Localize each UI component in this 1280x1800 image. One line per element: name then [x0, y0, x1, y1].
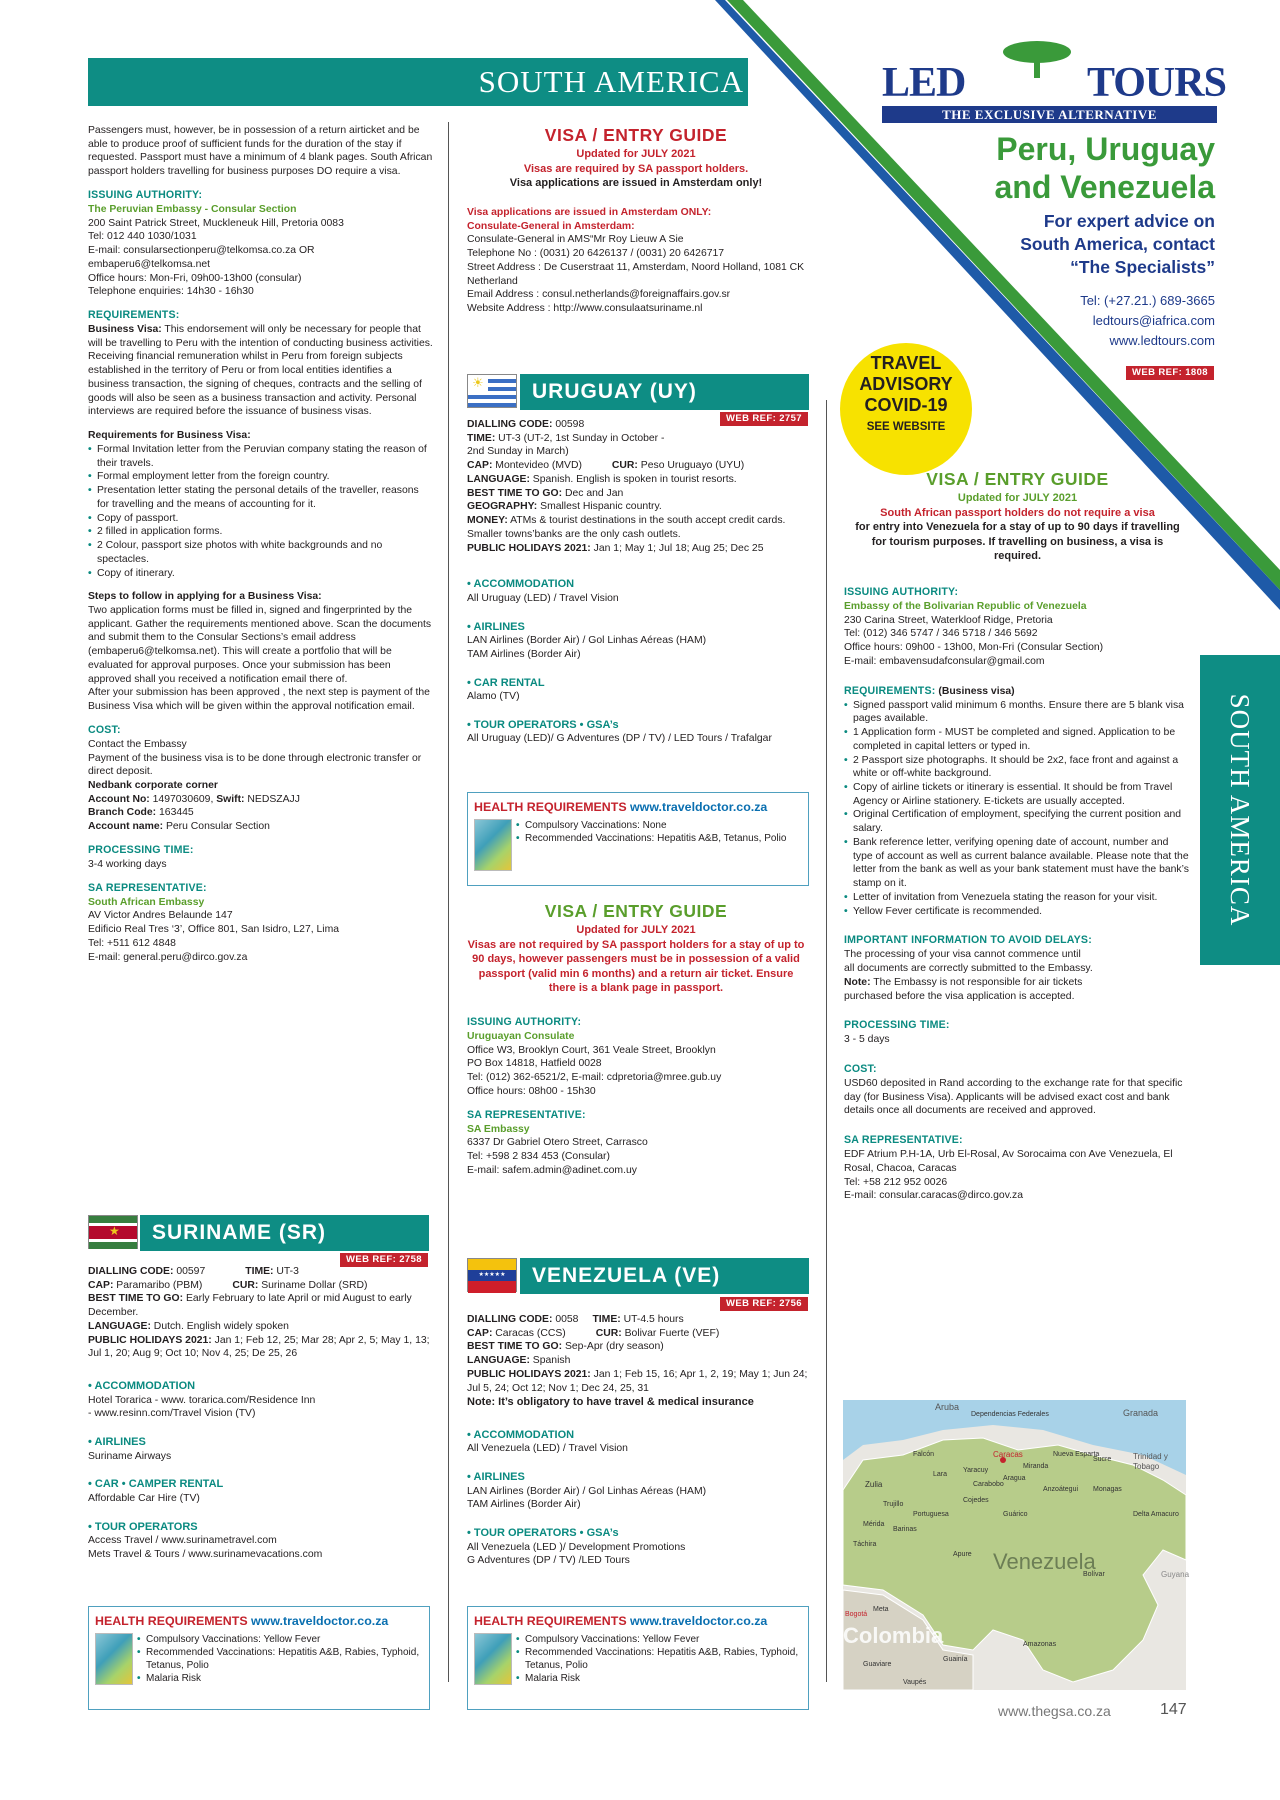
venezuela-acc-label: • ACCOMMODATION [467, 1428, 812, 1443]
suriname-lang: LANGUAGE: Dutch. English widely spoken [88, 1320, 289, 1332]
uruguay-best: BEST TIME TO GO: Dec and Jan [467, 487, 624, 499]
ad-sub2: South America, contact [1020, 234, 1215, 254]
tree-icon [1002, 38, 1072, 78]
map-label: Falcón [913, 1451, 935, 1458]
suriname-health-url[interactable]: www.traveldoctor.co.za [251, 1614, 389, 1628]
list-item: • Copy of itinerary. [88, 567, 433, 581]
uruguay-sarep-label: SA REPRESENTATIVE: [467, 1108, 586, 1121]
uruguay-tour-label: • TOUR OPERATORS • GSA’s [467, 718, 812, 733]
map-label: Venezuela [993, 1549, 1096, 1574]
uruguay-banner: URUGUAY (UY) [520, 374, 809, 410]
venezuela-flag: ★★★★★ [467, 1258, 517, 1292]
list-item: • 2 filled in application forms. [88, 525, 433, 539]
suriname-visa-issued-l1: Visa applications are issued in Amsterdam ONLY: [467, 207, 712, 218]
uruguay-issuing-line: Tel: (012) 362-6521/2, E-mail: cdpretoria@mree.gub.uy [467, 1072, 722, 1084]
venezuela-health-url[interactable]: www.traveldoctor.co.za [630, 1614, 768, 1628]
list-item: • Recommended Vaccinations: Hepatitis A&B, Rabies, Typhoid, Tetanus, Polio [137, 1646, 423, 1672]
venezuela-tour-label: • TOUR OPERATORS • GSA’s [467, 1526, 812, 1541]
suriname-visa-issued-l2: Consulate-General in Amsterdam: [467, 220, 635, 232]
uruguay-money: MONEY: ATMs & tourist destinations in the south accept credit cards. Smaller towns’banks are the only cash outlets. [467, 515, 786, 540]
list-item: • Signed passport valid minimum 6 months. Ensure there are 5 blank visa pages available. [844, 699, 1189, 726]
venezuela-sarep-line: E-mail: consular.caracas@dirco.gov.za [844, 1190, 1023, 1202]
ad-web[interactable]: www.ledtours.com [1109, 333, 1215, 348]
suriname-banner: SURINAME (SR) [140, 1215, 429, 1251]
venezuela-map [843, 1400, 1190, 1690]
suriname-tour-line: Access Travel / www.surinametravel.com [88, 1535, 277, 1547]
suriname-visa-line: Website Address : http://www.consulaatsuriname.nl [467, 303, 703, 315]
peru-issuing-line: Tel: 012 440 1030/1031 [88, 231, 197, 243]
map-label: Monagas [1093, 1486, 1122, 1493]
list-item: • 2 Passport size photographs. It should be 2x2, face front and against a white or off-white background. [844, 754, 1189, 781]
uruguay-geo: GEOGRAPHY: Smallest Hispanic country. [467, 501, 662, 513]
map-label: Delta Amacuro [1133, 1511, 1179, 1518]
list-item: • Presentation letter stating the personal details of the traveller, reasons for travelling and the means of accounting for it. [88, 484, 433, 511]
map-label: Apure [953, 1551, 972, 1558]
map-label: Guárico [1003, 1511, 1028, 1518]
uruguay-lang: LANGUAGE: Spanish. English is spoken in tourist resorts. [467, 473, 737, 485]
venezuela-proc: 3 - 5 days [844, 1034, 890, 1046]
uruguay-flag: ☀ [467, 374, 517, 408]
travel-doctor-icon [474, 1633, 512, 1685]
ad-sub3: “The Specialists” [1070, 257, 1215, 277]
suriname-hol: PUBLIC HOLIDAYS 2021: Jan 1; Feb 12, 25; Mar 28; Apr 2, 5; May 1, 13; Jul 1, 20; Aug 9; Oct 10; Nov 4, 25; De 25, 26 [88, 1334, 430, 1360]
peru-steps-text: Two application forms must be filled in, signed and fingerprinted by the applicant. Gather the requirements mentioned above. Scan the documents and submit them to the Consular Sections’s email address (embaperu6@telkomsa.net). This will create a portfolio that will be evaluated for approval purposes. Once your submission has been approved shall you received a notification email there of. [88, 604, 432, 685]
peru-proc-label: PROCESSING TIME: [88, 843, 194, 856]
suriname-best: BEST TIME TO GO: Early February to late April or mid August to early December. [88, 1293, 412, 1319]
map-label: Caracas [993, 1450, 1023, 1459]
map-label: Portuguesa [913, 1511, 949, 1518]
peru-req-label: REQUIREMENTS: [88, 309, 180, 322]
uruguay-tour-line: All Uruguay (LED)/ G Adventures (DP / TV) / LED Tours / Trafalgar [467, 733, 772, 745]
list-item: • Compulsory Vaccinations: Yellow Fever [516, 1633, 802, 1646]
suriname-visa-guide [460, 124, 812, 191]
venezuela-cost-label: COST: [844, 1062, 877, 1075]
uruguay-air-line: LAN Airlines (Border Air) / Gol Linhas Aéreas (HAM) [467, 635, 707, 647]
peru-cost-line: Contact the Embassy [88, 738, 187, 750]
uruguay-air-label: • AIRLINES [467, 620, 812, 635]
uruguay-issuing-line: PO Box 14818, Hatfield 0028 [467, 1058, 602, 1070]
map-label: Mérida [863, 1521, 885, 1528]
map-label: Barinas [893, 1526, 917, 1533]
venezuela-visa-updated: Updated for JULY 2021 [957, 492, 1078, 505]
suriname-visa-title: VISA / ENTRY GUIDE [544, 125, 728, 145]
uruguay-car-label: • CAR RENTAL [467, 676, 812, 691]
list-item: • 1 Application form - MUST be completed and signed. Application to be completed in capital letters or typed in. [844, 726, 1189, 753]
peru-issuing-line: Office hours: Mon-Fri, 09h00-13h00 (consular) [88, 272, 302, 284]
suriname-health-title: HEALTH REQUIREMENTS www.traveldoctor.co.za [95, 1614, 389, 1628]
peru-req-text [88, 323, 433, 419]
peru-issuing-line: 200 Saint Patrick Street, Muckleneuk Hill, Pretoria 0083 [88, 217, 344, 229]
venezuela-cost: USD60 deposited in Rand according to the exchange rate for that specific day (for Business Visa). Applicants will be advised exact cost and bank details once all documents are received and approved. [844, 1077, 1183, 1117]
uruguay-car-line: Alamo (TV) [467, 691, 520, 703]
map-label: Guyana [1161, 1570, 1190, 1579]
peru-column [88, 124, 433, 964]
venezuela-proc-label: PROCESSING TIME: [844, 1019, 950, 1032]
uruguay-time: TIME: UT-3 (UT-2, 1st Sunday in October - 2nd Sunday in March) [467, 432, 665, 458]
peru-issuing-line: E-mail: consularsectionperu@telkomsa.co.za OR [88, 245, 315, 257]
list-item: • Malaria Risk [516, 1672, 802, 1685]
venezuela-lang: LANGUAGE: Spanish [467, 1355, 571, 1367]
travel-doctor-icon [474, 819, 512, 871]
venezuela-tour-line: All Venezuela (LED )/ Development Promotions [467, 1541, 686, 1553]
map-label: Sucre [1093, 1456, 1112, 1463]
venezuela-air-line: LAN Airlines (Border Air) / Gol Linhas Aéreas (HAM) [467, 1485, 707, 1497]
uruguay-visa-text: Visas are not required by SA passport holders for a stay of up to 90 days, however passengers must be in possession of a valid passport (valid min 6 months) and a return air ticket. Ensure there is a blank page in passport. [467, 938, 805, 995]
list-item: • Formal Invitation letter from the Peruvian company stating the reason of their travels. [88, 443, 433, 470]
uruguay-issuing-label: ISSUING AUTHORITY: [467, 1016, 582, 1028]
venezuela-imp-label: IMPORTANT INFORMATION TO AVOID DELAYS: [844, 934, 1092, 947]
uruguay-webref[interactable]: WEB REF: 2757 [720, 412, 808, 426]
ad-headline1: Peru, Uruguay [996, 131, 1215, 167]
venezuela-req-list [844, 699, 1189, 919]
page-number: 147 [1160, 1701, 1187, 1718]
venezuela-best: BEST TIME TO GO: Sep-Apr (dry season) [467, 1341, 664, 1353]
venezuela-air-label: • AIRLINES [467, 1470, 812, 1485]
venezuela-sarep-line: EDF Atrium P.H-1A, Urb El-Rosal, Av Sorocaima con Ave Venezuela, El Rosal, Chacoa, Caracas [844, 1149, 1173, 1174]
led-tours-logo [882, 38, 1226, 124]
uruguay-acc-label: • ACCOMMODATION [467, 577, 812, 592]
peru-sarep-line: AV Victor Andres Belaunde 147 [88, 910, 233, 922]
list-item: • Compulsory Vaccinations: None [516, 819, 786, 832]
list-item: • Formal employment letter from the foreign country. [88, 470, 433, 484]
list-item: • Bank reference letter, verifying opening date of account, number and type of account as well as current balance available. Please note that the letter from the bank as well as your bank statement must have the bank’s stamp on it. [844, 836, 1189, 891]
venezuela-cap: CAP: Caracas (CCS) CUR: Bolivar Fuerte (VEF) [467, 1327, 720, 1339]
venezuela-tour-line: G Adventures (DP / TV) /LED Tours [467, 1555, 630, 1567]
uruguay-acc-line: All Uruguay (LED) / Travel Vision [467, 592, 619, 604]
peru-req-body: This endorsement will only be necessary for people that will be travelling to Peru with the intention of conducting business activities. Receiving financial remuneration whilst in Peru from foreign subjects established in the territory of Peru or from local entities identifies a business transaction, the signing of cheques, contracts and the selling of goods will also be seen as a business transaction and activity. Personal interviews are required before the issuance of business visas. [88, 324, 433, 418]
suriname-acc-line: - www.resinn.com/Travel Vision (TV) [88, 1408, 256, 1420]
suriname-column [88, 1265, 433, 1562]
uruguay-issuing-name: Uruguayan Consulate [467, 1030, 575, 1042]
ad-email[interactable]: ledtours@iafrica.com [1092, 313, 1215, 328]
map-label: Meta [873, 1606, 889, 1613]
list-item: • Yellow Fever certificate is recommended. [844, 905, 1189, 919]
map-label: Bogotá [845, 1611, 868, 1618]
venezuela-dial: DIALLING CODE: 0058 TIME: UT-4.5 hours [467, 1314, 684, 1325]
list-item: • Original Certification of employment, specifying the current position and salary. [844, 808, 1189, 835]
list-item: • Recommended Vaccinations: Hepatitis A&B, Tetanus, Polio [516, 832, 786, 845]
peru-proc: 3-4 working days [88, 858, 167, 870]
venezuela-visa-l2: for entry into Venezuela for a stay of up to 90 days if travelling for tourism purposes. If travelling on business, a visa is required. [855, 521, 1180, 563]
list-item: • Compulsory Vaccinations: Yellow Fever [137, 1633, 423, 1646]
venezuela-issuing-line: Office hours: 09h00 - 13h00, Mon-Fri (Consular Section) [844, 642, 1104, 654]
map-label: Táchira [853, 1541, 877, 1548]
uruguay-visa-details [467, 1016, 812, 1178]
list-item: • Copy of airline tickets or itinerary is essential. It should be from Travel Agency or Airline stationery. E-tickets are usually accepted. [844, 781, 1189, 808]
peru-issuing-line: Telephone enquiries: 14h30 - 16h30 [88, 286, 254, 298]
map-label: Dependencias Federales [971, 1411, 1049, 1418]
peru-accname: Account name: Peru Consular Section [88, 821, 270, 833]
venezuela-visa-details [844, 586, 1189, 1203]
peru-branch: Branch Code: 163445 [88, 807, 194, 819]
map-label: Aruba [935, 1402, 960, 1412]
venezuela-req-label: REQUIREMENTS: (Business visa) [844, 684, 1015, 697]
list-item: • Copy of passport. [88, 512, 433, 526]
suriname-car-line: Affordable Car Hire (TV) [88, 1492, 200, 1504]
map-label: Nueva Esparta [1053, 1451, 1100, 1458]
advisory-l4: SEE WEBSITE [866, 421, 946, 433]
list-item: • Recommended Vaccinations: Hepatitis A&B, Rabies, Typhoid, Tetanus, Polio [516, 1646, 802, 1672]
suriname-dial: DIALLING CODE: 00597 TIME: UT-3 [88, 1266, 299, 1277]
suriname-visa-line: Consulate-General in AMS“Mr Roy Lieuw A Sie [467, 234, 684, 246]
uruguay-health-url[interactable]: www.traveldoctor.co.za [630, 800, 768, 814]
suriname-visa-updated: Updated for JULY 2021 [576, 148, 696, 161]
map-label: Guaviare [863, 1661, 892, 1668]
suriname-health-box [88, 1606, 430, 1710]
suriname-visa-l1: Visas are required by SA passport holders. [523, 162, 749, 175]
peru-steps-title: Steps to follow in applying for a Business Visa: [88, 591, 322, 603]
suriname-tour-label: • TOUR OPERATORS [88, 1520, 433, 1535]
suriname-visa-details [467, 206, 812, 316]
uruguay-sarep-name: SA Embassy [467, 1123, 530, 1135]
uruguay-dial: DIALLING CODE: 00598 [467, 419, 585, 430]
advisory-l3: COVID-19 [864, 395, 948, 415]
peru-sarep-line: E-mail: general.peru@dirco.gov.za [88, 951, 248, 963]
venezuela-issuing-line: Tel: (012) 346 5747 / 346 5718 / 346 5692 [844, 628, 1038, 640]
region-title: SOUTH AMERICA [478, 64, 744, 99]
map-label: Granada [1123, 1408, 1159, 1418]
ad-sub1: For expert advice on [1043, 211, 1215, 231]
peru-acc-no: Account No: 1497030609, Swift: NEDSZAJJ [88, 793, 300, 805]
uruguay-visa-guide [460, 900, 812, 996]
logo-led: LED [882, 60, 966, 106]
list-item: • Malaria Risk [137, 1672, 423, 1685]
uruguay-visa-title: VISA / ENTRY GUIDE [544, 901, 728, 921]
map-label: Anzoátegui [1043, 1486, 1079, 1493]
venezuela-webref[interactable]: WEB REF: 2756 [720, 1297, 808, 1311]
venezuela-column [467, 1313, 812, 1568]
venezuela-sarep-label: SA REPRESENTATIVE: [844, 1134, 963, 1147]
map-label: Miranda [1023, 1463, 1049, 1470]
column-divider-2 [826, 400, 827, 1682]
peru-issuing-label: ISSUING AUTHORITY: [88, 188, 203, 201]
suriname-visa-line: Street Address : De Cuserstraat 11, Amsterdam, Noord Holland, 1081 CK Netherland [467, 261, 805, 287]
peru-issuing-name: The Peruvian Embassy - Consular Section [88, 203, 297, 215]
peru-sarep-line: Edificio Real Tres ‘3’, Office 801, San Isidro, L27, Lima [88, 924, 340, 936]
peru-cost-label: COST: [88, 723, 121, 736]
map-label: Lara [933, 1471, 948, 1478]
peru-sarep-line: Tel: +511 612 4848 [88, 937, 176, 949]
ad-webref[interactable]: WEB REF: 1808 [1126, 366, 1214, 380]
uruguay-issuing-line: Office hours: 08h00 - 15h30 [467, 1085, 596, 1097]
peru-bv-title: Requirements for Business Visa: [88, 430, 251, 442]
uruguay-cap: CAP: Montevideo (MVD) CUR: Peso Uruguayo (UYU) [467, 460, 745, 472]
uruguay-air-line: TAM Airlines (Border Air) [467, 648, 581, 660]
uruguay-column [467, 418, 812, 746]
venezuela-health-title: HEALTH REQUIREMENTS www.traveldoctor.co.za [474, 1614, 768, 1628]
suriname-air-label: • AIRLINES [88, 1435, 433, 1450]
peru-intro: Passengers must, however, be in possession of a return airticket and be able to produce proof of sufficient funds for the duration of the stay if requested. Passport must have a minimum of 4 blank pages. South African passport holders travelling for business purposes DO require a visa. [88, 125, 433, 178]
venezuela-health-box [467, 1606, 809, 1710]
venezuela-visa-guide [840, 468, 1195, 564]
map-label: Vaupés [903, 1679, 927, 1686]
uruguay-sarep-line: 6337 Dr Gabriel Otero Street, Carrasco [467, 1137, 648, 1149]
map-label: Amazonas [1023, 1641, 1057, 1648]
footer-url[interactable]: www.thegsa.co.za [998, 1703, 1111, 1719]
map-label: Guainía [943, 1656, 968, 1663]
map-label: Cojedes [963, 1497, 989, 1504]
suriname-tour-line: Mets Travel & Tours / www.surinamevacations.com [88, 1548, 323, 1560]
uruguay-hol: PUBLIC HOLIDAYS 2021: Jan 1; May 1; Jul 18; Aug 25; Dec 25 [467, 542, 764, 554]
uruguay-health-box [467, 792, 809, 886]
map-label: Colombia [843, 1623, 944, 1648]
logo-tours: TOURS [1087, 60, 1226, 106]
column-divider-1 [448, 122, 449, 1682]
venezuela-visa-title: VISA / ENTRY GUIDE [926, 469, 1109, 489]
list-item: • Letter of invitation from Venezuela stating the reason for your visit. [844, 891, 1189, 905]
travel-advisory-badge[interactable] [840, 343, 972, 475]
uruguay-sarep-line: Tel: +598 2 834 453 (Consular) [467, 1151, 610, 1163]
peru-steps-text2: After your submission has been approved , the next step is payment of the Business Visa which will be given within the approval notification email. [88, 687, 430, 713]
uruguay-visa-updated: Updated for JULY 2021 [576, 924, 696, 937]
suriname-cap: CAP: Paramaribo (PBM) CUR: Suriname Dollar (SRD) [88, 1279, 368, 1291]
venezuela-acc-line: All Venezuela (LED) / Travel Vision [467, 1443, 628, 1455]
list-item: • 2 Colour, passport size photos with white backgrounds and no spectacles. [88, 539, 433, 566]
venezuela-issuing-line: E-mail: embavensudafconsular@gmail.com [844, 655, 1045, 667]
logo-tagline: THE EXCLUSIVE ALTERNATIVE [882, 106, 1217, 123]
map-label: Bolívar [1083, 1571, 1105, 1578]
peru-sarep-name: South African Embassy [88, 896, 205, 908]
peru-req-bold: Business Visa: [88, 324, 162, 336]
ad-tel: Tel: (+27.21.) 689-3665 [1080, 293, 1215, 308]
travel-doctor-icon [95, 1633, 133, 1685]
peru-sarep-label: SA REPRESENTATIVE: [88, 881, 207, 894]
venezuela-air-line: TAM Airlines (Border Air) [467, 1499, 581, 1511]
venezuela-issuing-name: Embassy of the Bolivarian Republic of Venezuela [844, 600, 1087, 612]
venezuela-hol: PUBLIC HOLIDAYS 2021: Jan 1; Feb 15, 16; Apr 1, 2, 19; May 1; Jun 24; Jul 5, 24; Oct 12; Nov 1; Dec 24, 25, 31 [467, 1368, 808, 1394]
venezuela-imp-note: Note: The Embassy is not responsible for air tickets purchased before the visa application is accepted. [844, 976, 1083, 1002]
map-label: Carabobo [973, 1481, 1004, 1488]
suriname-acc-label: • ACCOMMODATION [88, 1379, 433, 1394]
suriname-visa-l2: Visa applications are issued in Amsterdam only! [509, 177, 763, 190]
map-label: Aragua [1003, 1475, 1026, 1482]
advisory-l1: TRAVEL [870, 353, 942, 373]
ad-block [960, 130, 1215, 351]
suriname-air-line: Suriname Airways [88, 1450, 172, 1462]
venezuela-note: Note: It’s obligatory to have travel & medical insurance [467, 1396, 754, 1409]
venezuela-sarep-line: Tel: +58 212 952 0026 [844, 1176, 948, 1188]
suriname-flag: ★ [88, 1215, 138, 1249]
venezuela-imp-text: The processing of your visa cannot commence until all documents are correctly submitted to the Embassy. [844, 949, 1093, 975]
side-tab-label: SOUTH AMERICA [1225, 693, 1255, 927]
peru-bv-list [88, 443, 433, 580]
map-label: Trujillo [883, 1501, 904, 1508]
suriname-visa-line: Telephone No : (0031) 20 6426137 / (0031) 20 6426717 [467, 248, 725, 260]
suriname-acc-line: Hotel Torarica - www. torarica.com/Residence Inn [88, 1394, 316, 1406]
uruguay-health-title: HEALTH REQUIREMENTS www.traveldoctor.co.za [474, 800, 768, 814]
venezuela-banner: VENEZUELA (VE) [520, 1258, 809, 1294]
venezuela-visa-l1: South African passport holders do not require a visa [880, 506, 1155, 519]
peru-issuing-line: embaperu6@telkomsa.net [88, 258, 211, 270]
uruguay-sarep-line: E-mail: safem.admin@adinet.com.uy [467, 1164, 637, 1176]
map-label: Trinidad y Tobago [1133, 1452, 1168, 1472]
advisory-l2: ADVISORY [859, 374, 953, 394]
suriname-visa-line: Email Address : consul.netherlands@foreignaffairs.gov.sr [467, 289, 731, 301]
uruguay-issuing-line: Office W3, Brooklyn Court, 361 Veale Street, Brooklyn [467, 1044, 716, 1056]
venezuela-issuing-line: 230 Carina Street, Waterkloof Ridge, Pretoria [844, 614, 1053, 626]
suriname-webref[interactable]: WEB REF: 2758 [340, 1253, 428, 1267]
peru-bank-title: Nedbank corporate corner [88, 780, 218, 792]
ad-headline2: and Venezuela [994, 169, 1215, 205]
suriname-car-label: • CAR • CAMPER RENTAL [88, 1477, 433, 1492]
peru-cost-line: Payment of the business visa is to be done through electronic transfer or direct deposit. [88, 752, 422, 778]
map-label: Yaracuy [963, 1467, 989, 1474]
venezuela-issuing-label: ISSUING AUTHORITY: [844, 586, 959, 598]
map-label: Zulia [865, 1480, 883, 1489]
